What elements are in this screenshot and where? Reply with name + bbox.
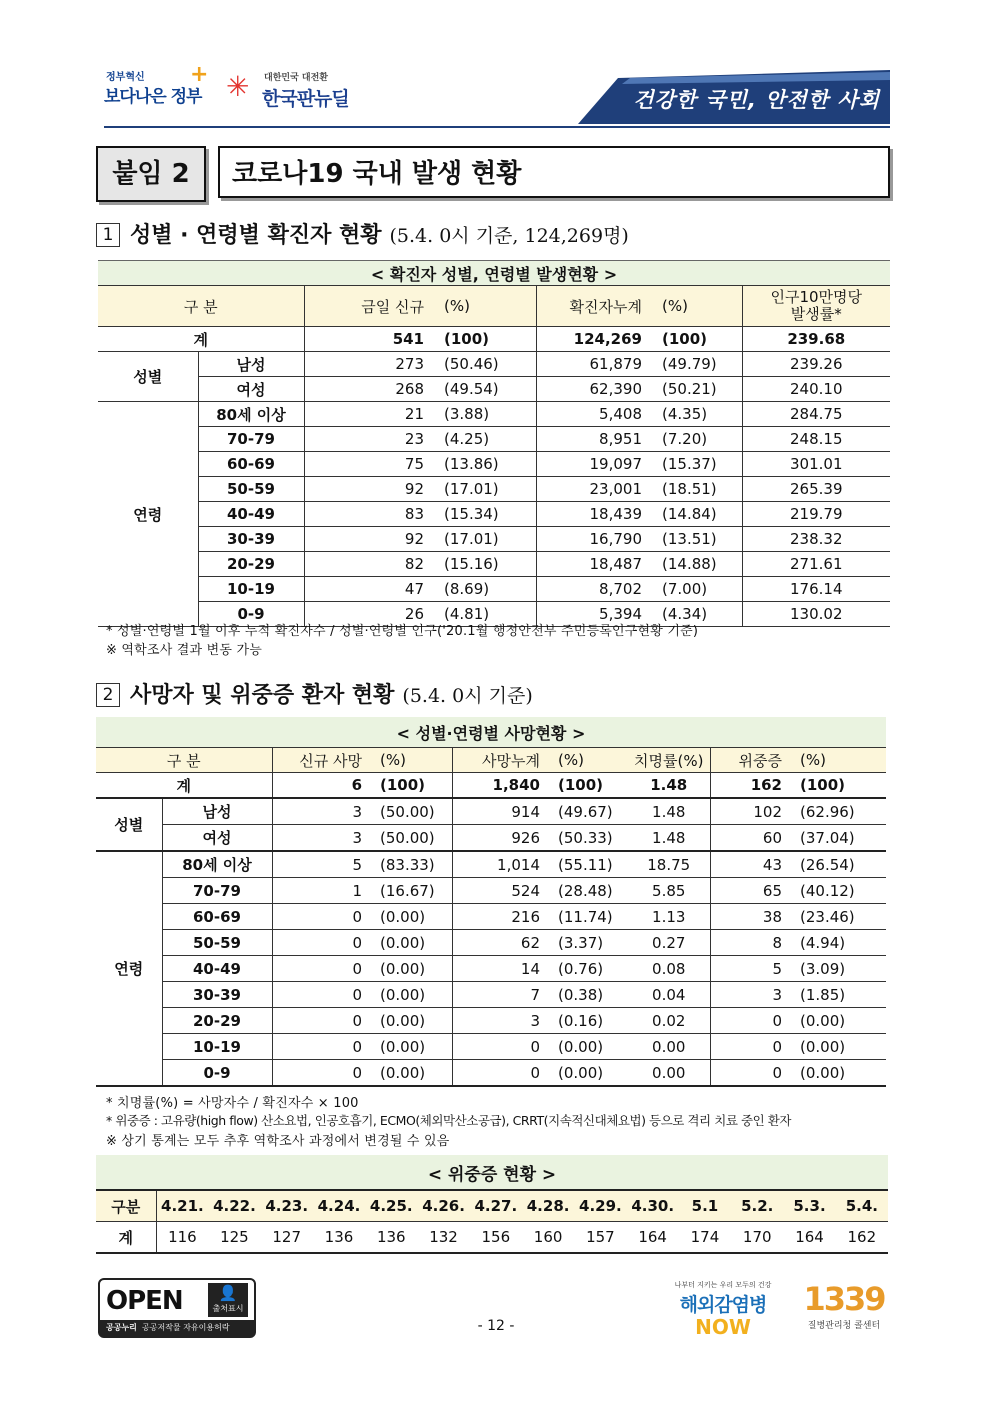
table1-header-new: 금일 신규	[304, 286, 434, 327]
header-divider	[104, 126, 890, 128]
fatality-rate: 0.08	[628, 956, 710, 982]
row-label: 10-19	[198, 577, 304, 602]
cum-deaths: 0	[530, 1037, 540, 1056]
new-pct: (15.34)	[434, 502, 536, 527]
severe-pct: (3.09)	[800, 959, 846, 978]
cumulative-pct: (18.51)	[652, 477, 742, 502]
severe-pct: (23.46)	[800, 907, 855, 926]
travel-big-text: 해외감염병	[679, 1294, 767, 1316]
new-pct: (17.01)	[434, 477, 536, 502]
row-group-label: 성별	[98, 352, 198, 402]
total-cum-pct: (100)	[652, 327, 742, 352]
severe-value: 125	[220, 1228, 249, 1246]
severe-value: 157	[586, 1228, 615, 1246]
sparkle-icon: ✳	[226, 70, 250, 103]
new-count: 21	[304, 402, 434, 427]
cum-deaths-pct: (11.74)	[558, 907, 613, 926]
cumulative-count: 8,951	[536, 427, 652, 452]
severe-count: 0	[772, 1037, 782, 1056]
cumulative-count: 5,394	[599, 605, 642, 623]
severe-count: 65	[762, 881, 782, 900]
kdca-1339-logo	[790, 1280, 898, 1340]
cum-deaths: 524	[511, 881, 540, 900]
incidence-rate: 265.39	[742, 477, 890, 502]
severe-value: 156	[481, 1228, 511, 1246]
open-label: OPEN	[106, 1286, 183, 1316]
new-count: 82	[304, 552, 434, 577]
severe-value: 136	[324, 1228, 354, 1246]
new-deaths-pct: (0.00)	[370, 1008, 452, 1034]
row-group-label: 연령	[96, 851, 162, 1086]
cum-deaths-pct: (0.00)	[558, 1037, 604, 1056]
severe-date: 4.26.	[417, 1190, 469, 1222]
row-label: 30-39	[162, 982, 272, 1008]
section1-number: 1	[96, 223, 120, 247]
travel-now-text: NOW	[695, 1315, 751, 1339]
table-row	[98, 377, 890, 402]
table-row	[98, 402, 890, 427]
table-row	[96, 798, 886, 825]
cum-deaths-pct: (55.11)	[558, 855, 613, 874]
row-label: 70-79	[162, 878, 272, 904]
table-row	[98, 502, 890, 527]
section1-note-1: * 성별·연령별 1월 이후 누적 확진자수 / 성별·연령별 인구('20.1월 행정안전부 주민등록인구현황 기준)	[106, 624, 699, 639]
row-label: 40-49	[198, 502, 304, 527]
total-new-deaths: 6	[351, 776, 362, 794]
overseas-infection-now-logo	[668, 1280, 778, 1340]
row-group-label: 연령	[98, 402, 198, 627]
new-deaths-pct: (16.67)	[370, 878, 452, 904]
section2-subtitle: (5.4. 0시 기준)	[402, 685, 533, 707]
cum-deaths: 1,014	[497, 855, 540, 874]
rate-header-line1: 인구10만명당	[770, 288, 863, 306]
total-label: 계	[96, 773, 272, 799]
cum-deaths: 216	[511, 907, 540, 926]
korean-new-deal-logo	[224, 66, 364, 112]
cumulative-pct: (7.00)	[652, 577, 742, 602]
total-severe-pct: (100)	[800, 776, 846, 794]
incidence-rate: 240.10	[790, 380, 843, 398]
logo2-small-text: 대한민국 대전환	[264, 73, 328, 83]
table3-caption: < 위중증 현황 >	[96, 1155, 888, 1190]
cumulative-pct: (7.20)	[652, 427, 742, 452]
table-row	[98, 552, 890, 577]
severe-count: 3	[772, 985, 782, 1004]
severe-date: 5.4.	[836, 1190, 888, 1222]
total-cumulative: 124,269	[573, 330, 642, 348]
fatality-rate: 1.48	[628, 825, 710, 852]
new-deaths-pct: (0.00)	[370, 982, 452, 1008]
severe-head-label: 구분	[96, 1190, 156, 1222]
severe-date: 4.21.	[156, 1190, 208, 1222]
incidence-rate: 130.02	[790, 605, 843, 623]
logo1-small-text: 정부혁신	[106, 72, 145, 83]
new-count: 26	[404, 605, 424, 623]
table-row	[96, 825, 886, 852]
severe-pct: (4.94)	[800, 933, 846, 952]
cum-deaths: 0	[530, 1063, 540, 1082]
total-rate: 239.68	[787, 330, 846, 348]
logo1-big-text: 보다나은 정부	[104, 87, 202, 107]
severe-count: 43	[762, 855, 782, 874]
new-pct: (17.01)	[434, 527, 536, 552]
cumulative-count: 5,408	[536, 402, 652, 427]
total-new-pct: (100)	[434, 327, 536, 352]
new-pct: (8.69)	[434, 577, 536, 602]
table-row	[96, 1060, 886, 1087]
cumulative-pct: (4.35)	[652, 402, 742, 427]
fatality-rate: 0.00	[628, 1060, 710, 1087]
incidence-rate: 239.26	[742, 352, 890, 377]
incidence-rate: 176.14	[742, 577, 890, 602]
row-label: 남성	[198, 352, 304, 377]
new-pct: (3.88)	[434, 402, 536, 427]
severe-date: 5.1	[679, 1190, 731, 1222]
new-count: 47	[304, 577, 434, 602]
new-count: 83	[304, 502, 434, 527]
fatality-rate: 0.04	[628, 982, 710, 1008]
new-deaths-pct: (83.33)	[370, 851, 452, 878]
total-new: 541	[392, 330, 424, 348]
table2-header-category: 구 분	[96, 748, 272, 773]
severe-pct: (0.00)	[800, 1063, 846, 1082]
row-label: 10-19	[162, 1034, 272, 1060]
row-label: 50-59	[198, 477, 304, 502]
new-deaths-pct: (50.00)	[370, 825, 452, 852]
total-cum-pct: (100)	[558, 776, 604, 794]
slogan-banner	[578, 70, 890, 124]
slogan-text: 건강한 국민, 안전한 사회	[633, 88, 880, 112]
severe-date: 4.22.	[208, 1190, 260, 1222]
cumulative-count: 18,439	[536, 502, 652, 527]
row-label: 40-49	[162, 956, 272, 982]
severe-count: 38	[762, 907, 782, 926]
new-deaths-pct: (0.00)	[370, 904, 452, 930]
severe-count: 5	[772, 959, 782, 978]
table-row	[98, 452, 890, 477]
severe-date: 4.25.	[365, 1190, 417, 1222]
section2-heading	[96, 678, 533, 709]
row-label: 50-59	[162, 930, 272, 956]
table-row	[96, 878, 886, 904]
attribution-badge-text: 출처표시	[212, 1304, 244, 1313]
cum-deaths-pct: (0.16)	[558, 1011, 604, 1030]
deaths-table	[96, 717, 886, 1087]
page-number: - 12 -	[477, 1318, 515, 1334]
new-count: 268	[395, 380, 424, 398]
severe-count: 60	[762, 828, 782, 847]
new-pct: (50.46)	[434, 352, 536, 377]
plus-icon: +	[190, 62, 209, 87]
severe-value: 164	[795, 1228, 824, 1246]
row-label: 여성	[162, 825, 272, 852]
section2-note-1: * 치명률(%) = 사망자수 / 확진자수 × 100	[106, 1096, 359, 1111]
severe-cases-table	[96, 1155, 888, 1254]
fatality-rate: 0.00	[628, 1034, 710, 1060]
row-group-label: 성별	[96, 798, 162, 851]
new-deaths: 0	[352, 1037, 362, 1056]
severe-value: 127	[272, 1228, 302, 1246]
cumulative-pct: (4.34)	[652, 602, 742, 627]
severe-date: 4.23.	[261, 1190, 313, 1222]
kogl-desc: 공공저작물 자유이용허락	[142, 1323, 230, 1332]
table2-header-cum-deaths: 사망누계	[452, 748, 548, 773]
severe-count: 102	[753, 802, 782, 821]
table2-header-severe: 위중증	[710, 748, 790, 773]
severe-value: 174	[690, 1228, 720, 1246]
severe-count: 8	[772, 933, 782, 952]
table-row	[96, 956, 886, 982]
new-deaths: 3	[352, 802, 362, 821]
table2-total-row	[96, 773, 886, 799]
new-count: 92	[304, 477, 434, 502]
hotline-label: 질병관리청 콜센터	[807, 1321, 881, 1331]
new-deaths: 0	[352, 985, 362, 1004]
table1-header-rate	[742, 286, 890, 327]
table1-total-row	[98, 327, 890, 352]
new-deaths: 0	[352, 959, 362, 978]
cumulative-count: 62,390	[589, 380, 642, 398]
severe-pct: (0.00)	[800, 1011, 846, 1030]
incidence-rate: 238.32	[742, 527, 890, 552]
row-label: 80세 이상	[162, 851, 272, 878]
total-severe: 162	[750, 776, 782, 794]
cumulative-count: 23,001	[536, 477, 652, 502]
cum-deaths-pct: (0.38)	[558, 985, 604, 1004]
table2-caption: < 성별·연령별 사망현황 >	[96, 717, 886, 748]
severe-pct: (40.12)	[800, 881, 855, 900]
row-label: 여성	[198, 377, 304, 402]
section1-heading	[96, 218, 629, 249]
gov-innovation-logo	[104, 62, 209, 112]
table-row	[98, 477, 890, 502]
new-deaths-pct: (0.00)	[370, 956, 452, 982]
cum-deaths-pct: (49.67)	[558, 802, 613, 821]
row-label: 0-9	[198, 602, 304, 627]
cumulative-pct: (49.79)	[652, 352, 742, 377]
severe-pct: (62.96)	[800, 802, 855, 821]
cum-deaths-pct: (0.76)	[558, 959, 604, 978]
new-deaths: 0	[352, 1011, 362, 1030]
cum-deaths-pct: (50.33)	[558, 828, 613, 847]
table2-header-new-deaths: 신규 사망	[272, 748, 370, 773]
severe-date: 4.24.	[313, 1190, 365, 1222]
table2-header-fatality: 치명률(%)	[628, 748, 710, 773]
cumulative-pct: (15.37)	[652, 452, 742, 477]
severe-pct: (0.00)	[800, 1037, 846, 1056]
row-label: 20-29	[162, 1008, 272, 1034]
cum-deaths: 7	[530, 985, 540, 1004]
new-pct: (13.86)	[434, 452, 536, 477]
row-label: 70-79	[198, 427, 304, 452]
hotline-number: 1339	[803, 1280, 885, 1318]
total-new-pct: (100)	[370, 773, 452, 799]
cumulative-pct: (13.51)	[652, 527, 742, 552]
fatality-rate: 0.27	[628, 930, 710, 956]
confirmed-cases-table	[98, 260, 890, 627]
travel-small-text: 나부터 지키는 우리 모두의 건강	[674, 1281, 772, 1289]
new-pct: (49.54)	[434, 377, 536, 402]
section2-note-3: ※ 상기 통계는 모두 추후 역학조사 과정에서 변경될 수 있음	[106, 1134, 450, 1149]
total-label: 계	[98, 327, 304, 352]
severe-count: 0	[772, 1063, 782, 1082]
severe-date: 4.27.	[470, 1190, 522, 1222]
fatality-rate: 1.48	[628, 798, 710, 825]
new-deaths-pct: (50.00)	[370, 798, 452, 825]
incidence-rate: 284.75	[742, 402, 890, 427]
table2-header-new-pct: (%)	[370, 748, 452, 773]
incidence-rate: 248.15	[742, 427, 890, 452]
total-cum-deaths: 1,840	[492, 776, 540, 794]
logo2-big-text: 한국판뉴딜	[262, 88, 349, 110]
cumulative-count: 18,487	[536, 552, 652, 577]
person-icon: 👤	[218, 1284, 238, 1302]
new-deaths: 0	[352, 933, 362, 952]
row-label: 20-29	[198, 552, 304, 577]
new-deaths: 3	[352, 828, 362, 847]
row-label: 80세 이상	[198, 402, 304, 427]
table2-header-cum-pct: (%)	[548, 748, 628, 773]
new-deaths-pct: (0.00)	[370, 930, 452, 956]
new-deaths: 5	[352, 855, 362, 874]
table-row	[96, 904, 886, 930]
cumulative-count: 16,790	[536, 527, 652, 552]
new-deaths-pct: (0.00)	[370, 1034, 452, 1060]
incidence-rate: 219.79	[742, 502, 890, 527]
table1-header-new-pct: (%)	[434, 286, 536, 327]
new-pct: (4.81)	[434, 602, 536, 627]
attribution-badge	[208, 1283, 248, 1317]
table-row	[98, 577, 890, 602]
new-deaths: 1	[352, 881, 362, 900]
severe-pct: (26.54)	[800, 855, 855, 874]
fatality-rate: 0.02	[628, 1008, 710, 1034]
severe-value: 162	[847, 1228, 877, 1246]
table-row	[96, 851, 886, 878]
severe-date: 5.2.	[731, 1190, 783, 1222]
new-pct: (4.25)	[434, 427, 536, 452]
table-row	[96, 1034, 886, 1060]
cumulative-count: 61,879	[536, 352, 652, 377]
incidence-rate: 271.61	[742, 552, 890, 577]
row-label: 60-69	[198, 452, 304, 477]
row-label: 0-9	[162, 1060, 272, 1087]
severe-pct: (1.85)	[800, 985, 846, 1004]
severe-count: 0	[772, 1011, 782, 1030]
section2-title: 사망자 및 위중증 환자 현황	[130, 683, 395, 708]
severe-value: 136	[376, 1228, 406, 1246]
table1-caption: < 확진자 성별, 연령별 발생현황 >	[98, 261, 890, 286]
fatality-rate: 18.75	[628, 851, 710, 878]
table1-header-cumulative: 확진자누계	[536, 286, 652, 327]
kogl-sub: 공공누리	[106, 1323, 137, 1332]
cum-deaths: 926	[511, 828, 540, 847]
section1-title: 성별 · 연령별 확진자 현황	[130, 223, 382, 248]
cumulative-pct: (14.84)	[652, 502, 742, 527]
cumulative-pct: (14.88)	[652, 552, 742, 577]
severe-value: 164	[638, 1228, 667, 1246]
severe-date: 4.29.	[574, 1190, 626, 1222]
cum-deaths-pct: (3.37)	[558, 933, 604, 952]
section1-subtitle: (5.4. 0시 기준, 124,269명)	[389, 225, 629, 247]
total-fatality: 1.48	[628, 773, 710, 799]
new-count: 23	[304, 427, 434, 452]
severe-date: 5.3.	[783, 1190, 835, 1222]
new-count: 273	[304, 352, 434, 377]
rate-header-line2: 발생률*	[790, 305, 842, 323]
table-row	[96, 930, 886, 956]
cum-deaths: 62	[520, 933, 540, 952]
severe-value: 132	[429, 1228, 458, 1246]
severe-value: 170	[742, 1228, 772, 1246]
table-row	[98, 427, 890, 452]
severe-pct: (37.04)	[800, 828, 855, 847]
new-deaths: 0	[352, 907, 362, 926]
cumulative-pct: (50.21)	[652, 377, 742, 402]
severe-value: 160	[533, 1228, 563, 1246]
table-row	[98, 527, 890, 552]
new-pct: (15.16)	[434, 552, 536, 577]
cum-deaths-pct: (28.48)	[558, 881, 613, 900]
row-label: 60-69	[162, 904, 272, 930]
fatality-rate: 1.13	[628, 904, 710, 930]
row-label: 30-39	[198, 527, 304, 552]
severe-total-label: 계	[96, 1222, 156, 1254]
fatality-rate: 5.85	[628, 878, 710, 904]
table2-header-severe-pct: (%)	[790, 748, 886, 773]
new-count: 75	[304, 452, 434, 477]
attachment-label: 붙임 2	[96, 146, 206, 202]
cum-deaths: 3	[530, 1011, 540, 1030]
table-row	[98, 352, 890, 377]
severe-date: 4.30.	[627, 1190, 679, 1222]
section2-number: 2	[96, 683, 120, 707]
cum-deaths-pct: (0.00)	[558, 1063, 604, 1082]
section1-note-2: ※ 역학조사 결과 변동 가능	[106, 643, 263, 658]
new-deaths: 0	[352, 1063, 362, 1082]
section2-note-2: * 위중증 : 고유량(high flow) 산소요법, 인공호흡기, ECMO(체외막산소공급), CRRT(지속적신대체요법) 등으로 격리 치료 중인 환자	[106, 1113, 791, 1128]
attachment-title: 코로나19 국내 발생 현황	[218, 146, 890, 198]
incidence-rate: 301.01	[742, 452, 890, 477]
cum-deaths: 914	[511, 802, 540, 821]
cumulative-count: 19,097	[536, 452, 652, 477]
severe-date: 4.28.	[522, 1190, 574, 1222]
cum-deaths: 14	[520, 959, 540, 978]
table1-header-category: 구 분	[98, 286, 304, 327]
table-row	[96, 982, 886, 1008]
row-label: 남성	[162, 798, 272, 825]
table-row	[96, 1008, 886, 1034]
cumulative-count: 8,702	[536, 577, 652, 602]
new-count: 92	[304, 527, 434, 552]
table1-header-cum-pct: (%)	[652, 286, 742, 327]
new-deaths-pct: (0.00)	[370, 1060, 452, 1087]
severe-value: 116	[168, 1228, 197, 1246]
